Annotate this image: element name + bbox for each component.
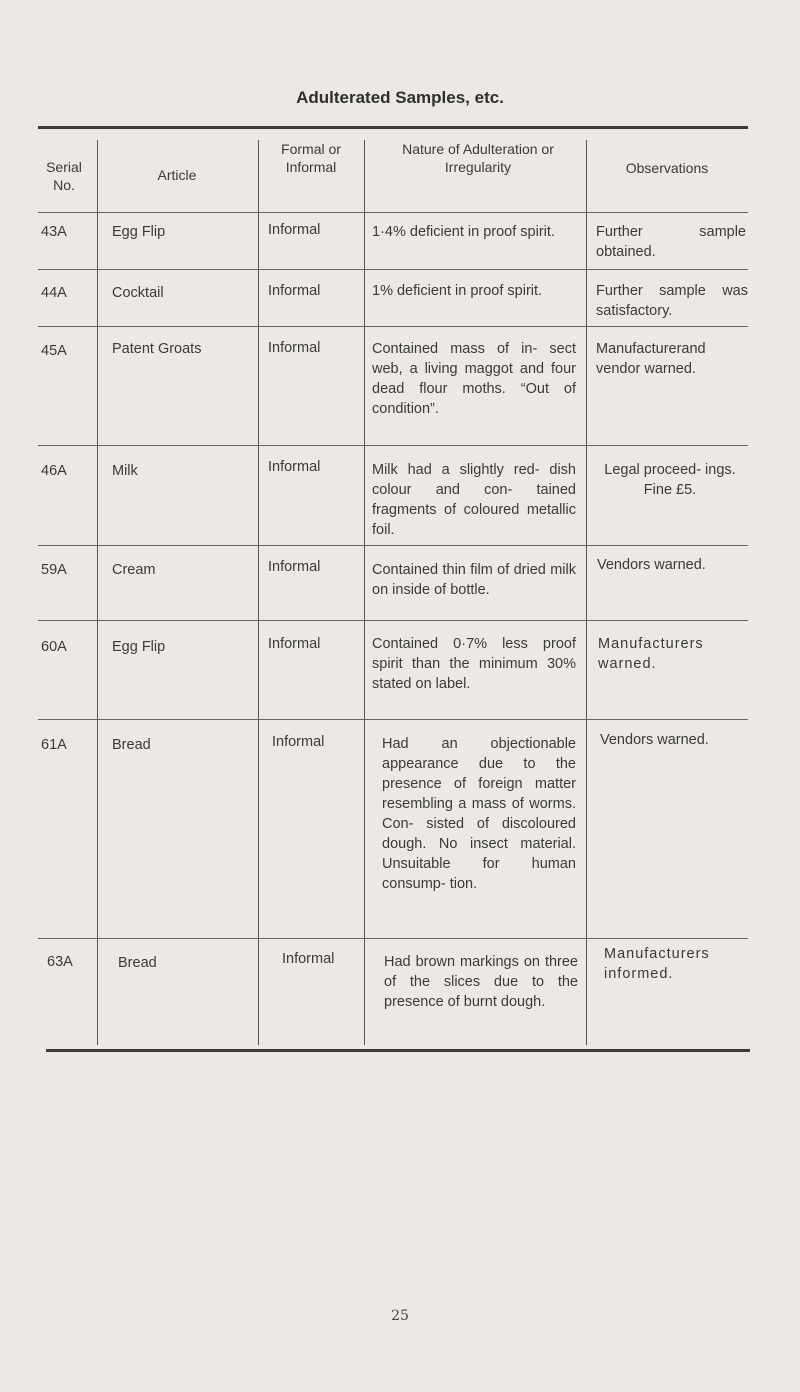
table-cell-serial: 60A	[41, 639, 67, 655]
row-divider	[38, 545, 748, 546]
table-cell-article: Egg Flip	[112, 224, 166, 240]
table-cell-nature: 1% deficient in proof spirit.	[372, 283, 543, 299]
table-cell-nature: Had brown markings on three of the slices due to the presence of burnt dough.	[384, 954, 578, 1010]
table-cell-serial: 59A	[41, 562, 67, 578]
table-cell-article: Egg Flip	[112, 639, 166, 655]
table-cell-nature: Milk had a slightly red- dish colour and con- tained fragments of coloured metallic foil.	[372, 462, 576, 538]
table-cell-observations: Further sample obtained.	[596, 224, 746, 260]
table-cell-formal: Informal	[268, 459, 321, 475]
table-cell-serial: 45A	[41, 343, 67, 359]
table-cell-formal: Informal	[272, 734, 325, 750]
table-cell-nature: Contained mass of in- sect web, a living maggot and four dead flour moths. “Out of condition”.	[372, 341, 576, 417]
table-cell-article: Bread	[112, 737, 151, 753]
column-divider	[97, 140, 98, 1045]
table-cell-formal: Informal	[268, 283, 321, 299]
table-cell-observations: Vendors warned.	[600, 732, 709, 748]
row-divider	[38, 719, 748, 720]
table-cell-nature: Contained 0·7% less proof spirit than the minimum 30% stated on label.	[372, 636, 576, 692]
header-serial: Serial No.	[46, 159, 82, 193]
table-top-rule	[38, 126, 748, 129]
table-cell-article: Patent Groats	[112, 341, 202, 357]
row-divider	[38, 620, 748, 621]
table-cell-observations: Further sample was satisfactory.	[596, 283, 748, 319]
table-cell-formal: Informal	[268, 340, 321, 356]
column-divider	[586, 140, 587, 1045]
table-cell-article: Milk	[112, 463, 138, 479]
table-cell-nature: Contained thin film of dried milk on inside of bottle.	[372, 562, 576, 598]
table-cell-article: Bread	[118, 955, 157, 971]
page-number: 25	[391, 1308, 409, 1324]
table-cell-serial: 43A	[41, 224, 67, 240]
header-observations: Observations	[625, 160, 709, 176]
row-divider	[38, 445, 748, 446]
table-cell-formal: Informal	[282, 951, 335, 967]
table-cell-observations: Manufacturers informed.	[604, 946, 710, 982]
table-bottom-rule	[46, 1049, 750, 1052]
row-divider	[38, 326, 748, 327]
table-cell-nature: Had an objectionable appearance due to the presence of foreign matter resembling a mass of worms. Con- sisted of discoloured dough. No insect material. Unsuitable for human consump- tion.	[382, 736, 576, 892]
table-cell-observations: Vendors warned.	[597, 557, 706, 573]
table-cell-observations: Manufacturers warned.	[598, 636, 704, 672]
table-cell-article: Cream	[112, 562, 156, 578]
column-divider	[364, 140, 365, 1045]
row-divider	[38, 938, 748, 939]
table-cell-serial: 61A	[41, 737, 67, 753]
table-cell-formal: Informal	[268, 559, 321, 575]
row-divider	[38, 269, 748, 270]
table-cell-observations: Manufacturerand vendor warned.	[596, 341, 706, 377]
table-cell-formal: Informal	[268, 636, 321, 652]
row-divider	[38, 212, 748, 213]
table-cell-nature: 1·4% deficient in proof spirit.	[372, 224, 555, 240]
table-cell-observations: Legal proceed- ings. Fine £5.	[604, 462, 736, 498]
table-cell-formal: Informal	[268, 222, 321, 238]
table-cell-serial: 63A	[47, 954, 73, 970]
page-title: Adulterated Samples, etc.	[296, 88, 504, 107]
table-cell-serial: 44A	[41, 285, 67, 301]
column-divider	[258, 140, 259, 1045]
header-formal: Formal or Informal	[281, 141, 341, 175]
table-cell-article: Cocktail	[112, 285, 164, 301]
header-nature: Nature of Adulteration or Irregularity	[402, 141, 554, 175]
table-cell-serial: 46A	[41, 463, 67, 479]
header-article: Article	[157, 167, 197, 183]
